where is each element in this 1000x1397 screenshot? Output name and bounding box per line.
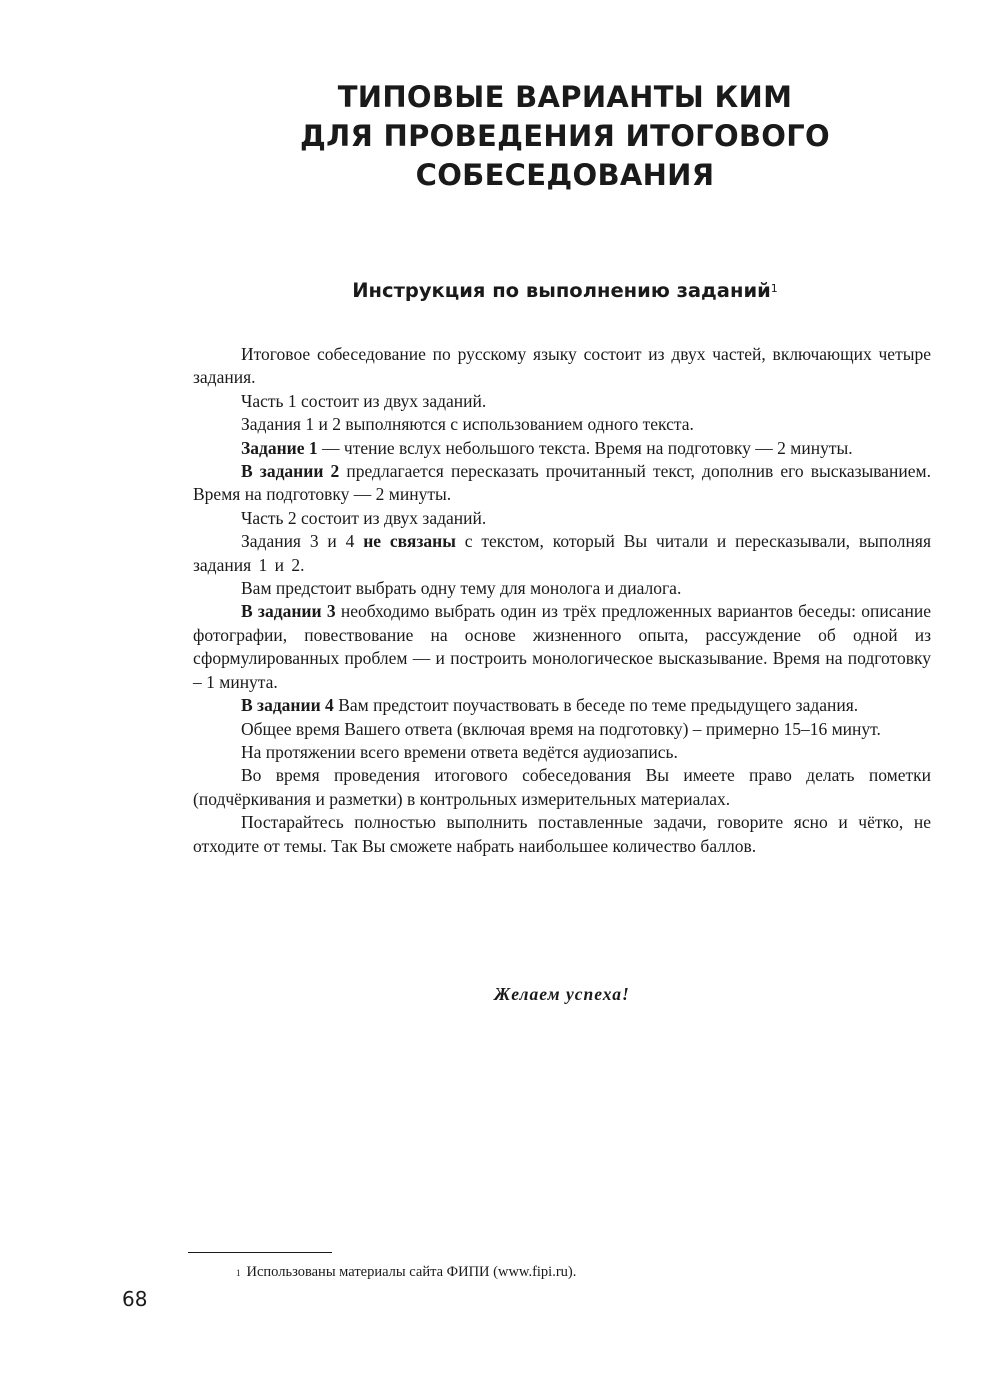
- section-heading-text: Инструкция по выполнению заданий: [352, 279, 771, 302]
- page-title: [250, 78, 880, 195]
- section-heading: [250, 276, 880, 306]
- footnote-mark: 1: [236, 1268, 241, 1278]
- paragraph: Общее время Вашего ответа (включая время на подготовку) – примерно 15–16 минут.: [241, 718, 881, 739]
- footnote-divider: [188, 1252, 332, 1253]
- paragraph: Часть 2 состоит из двух заданий.: [241, 507, 487, 528]
- page-number: 68: [122, 1287, 148, 1311]
- footnote-text: Использованы материалы сайта ФИПИ (www.fipi.ru).: [246, 1264, 577, 1280]
- paragraph: В задании 3 необходимо выбрать один из трёх предложенных вариантов беседы: описание фотографии, повествование на основе жизненного опыта, рассуждение об одной из сформулированных проблем — и построить монологическое высказывание. Время на подготовку – 1 минута.: [193, 601, 931, 692]
- paragraph: Задания 1 и 2 выполняются с использованием одного текста.: [241, 414, 694, 435]
- title-line-3: СОБЕСЕДОВАНИЯ: [415, 158, 715, 192]
- paragraph: Вам предстоит выбрать одну тему для монолога и диалога.: [241, 578, 682, 599]
- closing-wish: Желаем успеха!: [494, 984, 630, 1004]
- paragraph: Итоговое собеседование по русскому языку состоит из двух частей, включающих четыре задания.: [193, 344, 931, 388]
- footnote-reference: 1: [770, 282, 778, 295]
- paragraph: Задание 1 — чтение вслух небольшого текста. Время на подготовку — 2 минуты.: [241, 437, 853, 458]
- paragraph: На протяжении всего времени ответа ведётся аудиозапись.: [241, 741, 678, 762]
- paragraph: В задании 4 Вам предстоит поучаствовать в беседе по теме предыдущего задания.: [241, 695, 859, 716]
- paragraph: Постарайтесь полностью выполнить поставленные задачи, говорите ясно и чётко, не отходите от темы. Так Вы сможете набрать наибольшее количество баллов.: [193, 812, 931, 856]
- paragraph: Часть 1 состоит из двух заданий.: [241, 390, 487, 411]
- paragraph: Задания 3 и 4 не связаны с текстом, который Вы читали и пересказывали, выполняя задания 1 и 2.: [193, 531, 931, 575]
- instructions-body: [193, 343, 931, 858]
- paragraph: Во время проведения итогового собеседования Вы имеете право делать пометки (подчёркивания и разметки) в контрольных измерительных материалах.: [193, 765, 931, 809]
- footnote: [236, 1262, 576, 1282]
- title-line-2: ДЛЯ ПРОВЕДЕНИЯ ИТОГОВОГО: [300, 119, 830, 153]
- paragraph: В задании 2 предлагается пересказать прочитанный текст, дополнив его высказыванием. Время на подготовку — 2 минуты.: [193, 461, 931, 505]
- title-line-1: ТИПОВЫЕ ВАРИАНТЫ КИМ: [337, 80, 793, 114]
